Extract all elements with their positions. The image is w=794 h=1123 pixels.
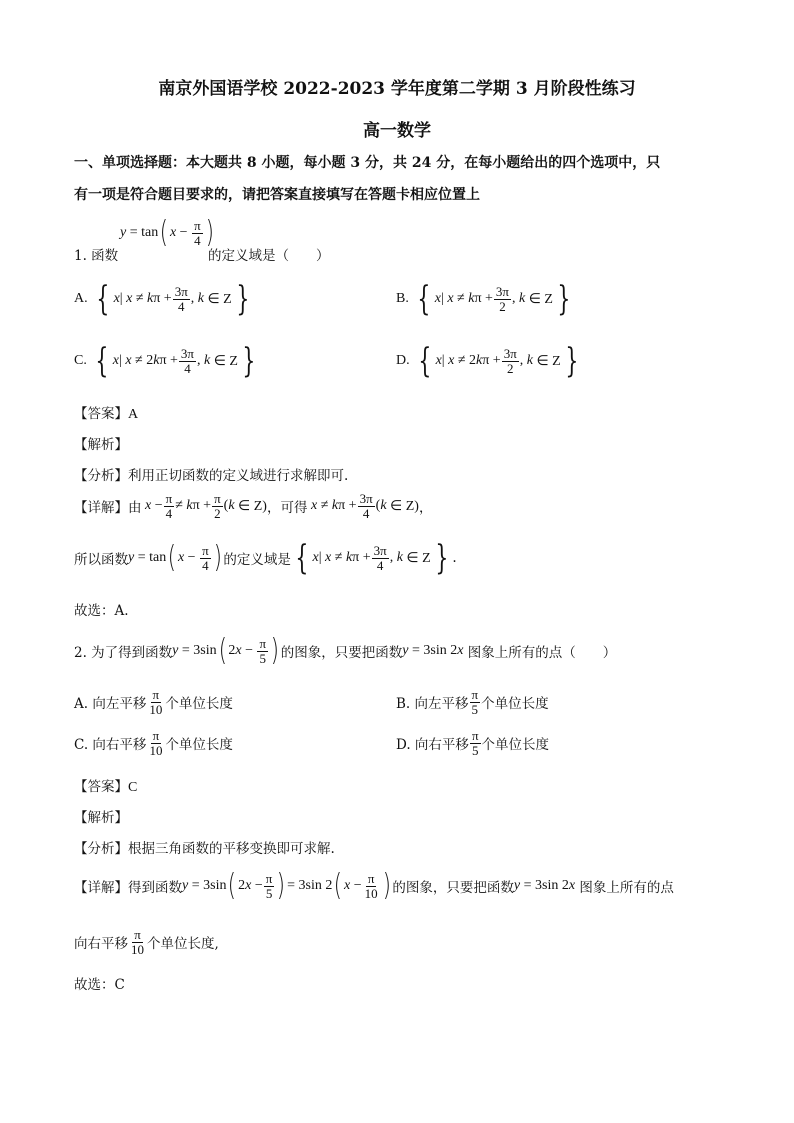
q1-fenxi-row <box>74 464 348 484</box>
q2-option-a-prefix: A. 向左平移 <box>74 696 147 713</box>
q1-option-a-label: A. <box>74 291 88 306</box>
q1-fenxi-label: 【分析】 <box>74 468 128 484</box>
section-heading-line1: 一、单项选择题：本大题共 8 小题，每小题 3 分，共 24 分，在每小题给出的四个选项中，只 <box>74 155 661 171</box>
q2-suffix: 图象上所有的点（ ） <box>467 645 617 661</box>
q2-fenxi-text: 根据三角函数的平移变换即可求解. <box>128 841 335 857</box>
q1-answer: A <box>128 407 139 422</box>
q2-answer-row <box>74 775 137 796</box>
q2-detail-line2-suffix: 个单位长度, <box>147 936 219 953</box>
q2-option-d-den: 5 <box>471 742 479 758</box>
q2-fenxi-label: 【分析】 <box>74 841 128 857</box>
section-heading-line2: 有一项是符合题目要求的，请把答案直接填写在答题卡相应位置上 <box>74 187 480 203</box>
q1-suffix: 的定义域是（ ） <box>208 248 330 264</box>
q2-option-c-prefix: C. 向右平移 <box>74 737 147 754</box>
q1-option-a[interactable]: A. { x | x ≠ k π + $\frac{3\pi}{4}$ , k ∈ Z } <box>74 279 250 319</box>
q2-option-b-prefix: B. 向左平移 <box>396 696 469 713</box>
q1-so-row: 所以函数 y = tan ( x − $\frac{\pi}{4}$ ) 的定义域是 { x | x ≠ k π + $\frac{3\pi}{4}$ , k ∈ Z } . <box>74 538 457 578</box>
q1-stem <box>74 215 334 270</box>
q1-answer-label: 【答案】 <box>74 406 128 422</box>
q1-option-d-label: D. <box>396 353 410 368</box>
q1-answer-row <box>74 402 138 423</box>
q2-option-b-den: 5 <box>471 701 479 717</box>
q2-option-d-suffix: 个单位长度 <box>481 737 550 754</box>
q2-analysis-label: 【解析】 <box>74 810 128 826</box>
q2-detail-label: 【详解】 <box>74 880 128 896</box>
q1-detail-row: 【详解】 由 x − $\frac{\pi}{4}$ ≠ k π + $\frac{\pi}{2}$ ( k ∈ Z) ，可得 x ≠ k π + $\frac{3\pi}{4}$ ( k ∈ Z) ， <box>74 491 433 521</box>
q2-detail-line2-prefix: 向右平移 <box>74 936 128 953</box>
q2-detail-suffix: 图象上所有的点 <box>579 880 674 896</box>
q2-option-a-num: π <box>152 687 160 702</box>
q2-answer: C <box>128 780 138 795</box>
q2-choose: 故选：C <box>74 977 125 993</box>
q1-detail-label: 【详解】 <box>74 500 128 517</box>
q1-option-c[interactable]: C. { x | x ≠ 2 k π + $\frac{3\pi}{4}$ , k ∈ Z } <box>74 341 256 381</box>
q2-detail-row: 【详解】 得到函数 y = 3sin ( 2 x − $\frac{\pi}{5}$ ) = 3sin 2 ( x − $\frac{\pi}{10}$ ) 的图象，只要把函数 y = 3sin 2 x 图象上所有的点 <box>74 868 674 903</box>
q2-detail-line2-num: π <box>134 927 141 942</box>
q1-option-c-label: C. <box>74 353 87 368</box>
q2-option-b-suffix: 个单位长度 <box>481 696 549 713</box>
q1-function-formula: y = tan ( x − $\frac{\pi}{4}$ ) <box>120 215 214 250</box>
q1-option-d[interactable]: D. { x | x ≠ 2 k π + $\frac{3\pi}{2}$ , k ∈ Z } <box>396 341 579 381</box>
q1-option-b-label: B. <box>396 291 409 306</box>
q2-option-b-num: π <box>471 687 479 702</box>
page-title: 南京外国语学校 2022-2023 学年度第二学期 3 月阶段性练习 <box>158 79 636 99</box>
q2-detail-prefix: 得到函数 <box>128 880 182 896</box>
q2-option-d[interactable] <box>396 729 549 757</box>
q2-fenxi-row <box>74 837 335 857</box>
q2-option-d-prefix: D. 向右平移 <box>396 737 469 754</box>
q2-option-a-den: 10 <box>149 701 163 717</box>
q2-prefix: 2. 为了得到函数 <box>74 645 173 661</box>
q2-stem: 2. 为了得到函数 y = 3sin ( 2 x − $\frac{\pi}{5}$ ) 的图象，只要把函数 y = 3sin 2 x 图象上所有的点（ ） <box>74 633 617 668</box>
page-subtitle: 高一数学 <box>363 121 431 141</box>
q1-detail-kede: ，可得 <box>266 500 308 517</box>
q1-so-mid: 的定义域是 <box>223 552 291 568</box>
q2-option-c-den: 10 <box>149 742 163 758</box>
q1-option-b[interactable]: B. { x | x ≠ k π + $\frac{3\pi}{2}$ , k ∈ Z } <box>396 279 571 319</box>
q1-so-end: . <box>452 550 457 566</box>
q2-option-b[interactable] <box>396 688 549 716</box>
q2-option-d-num: π <box>471 728 479 743</box>
q2-detail-mid: 的图象，只要把函数 <box>392 880 514 896</box>
q2-option-c[interactable] <box>74 729 233 757</box>
q2-answer-label: 【答案】 <box>74 779 128 795</box>
q2-option-a-suffix: 个单位长度 <box>165 696 233 713</box>
q2-option-c-num: π <box>152 728 160 743</box>
q2-option-a[interactable] <box>74 688 233 716</box>
q1-number: 1. 函数 <box>74 248 119 264</box>
q1-detail-end: ， <box>418 500 433 517</box>
q1-choose: 故选：A. <box>74 603 129 619</box>
q2-mid: 的图象，只要把函数 <box>280 645 403 661</box>
q2-detail-line2-den: 10 <box>131 941 144 957</box>
q1-fenxi-text: 利用正切函数的定义域进行求解即可. <box>128 468 349 484</box>
q1-so-prefix: 所以函数 <box>74 552 128 568</box>
q2-option-c-suffix: 个单位长度 <box>165 737 233 754</box>
q2-detail-line2 <box>74 928 219 956</box>
q1-detail-you: 由 <box>128 500 142 517</box>
q1-analysis-label: 【解析】 <box>74 437 128 453</box>
